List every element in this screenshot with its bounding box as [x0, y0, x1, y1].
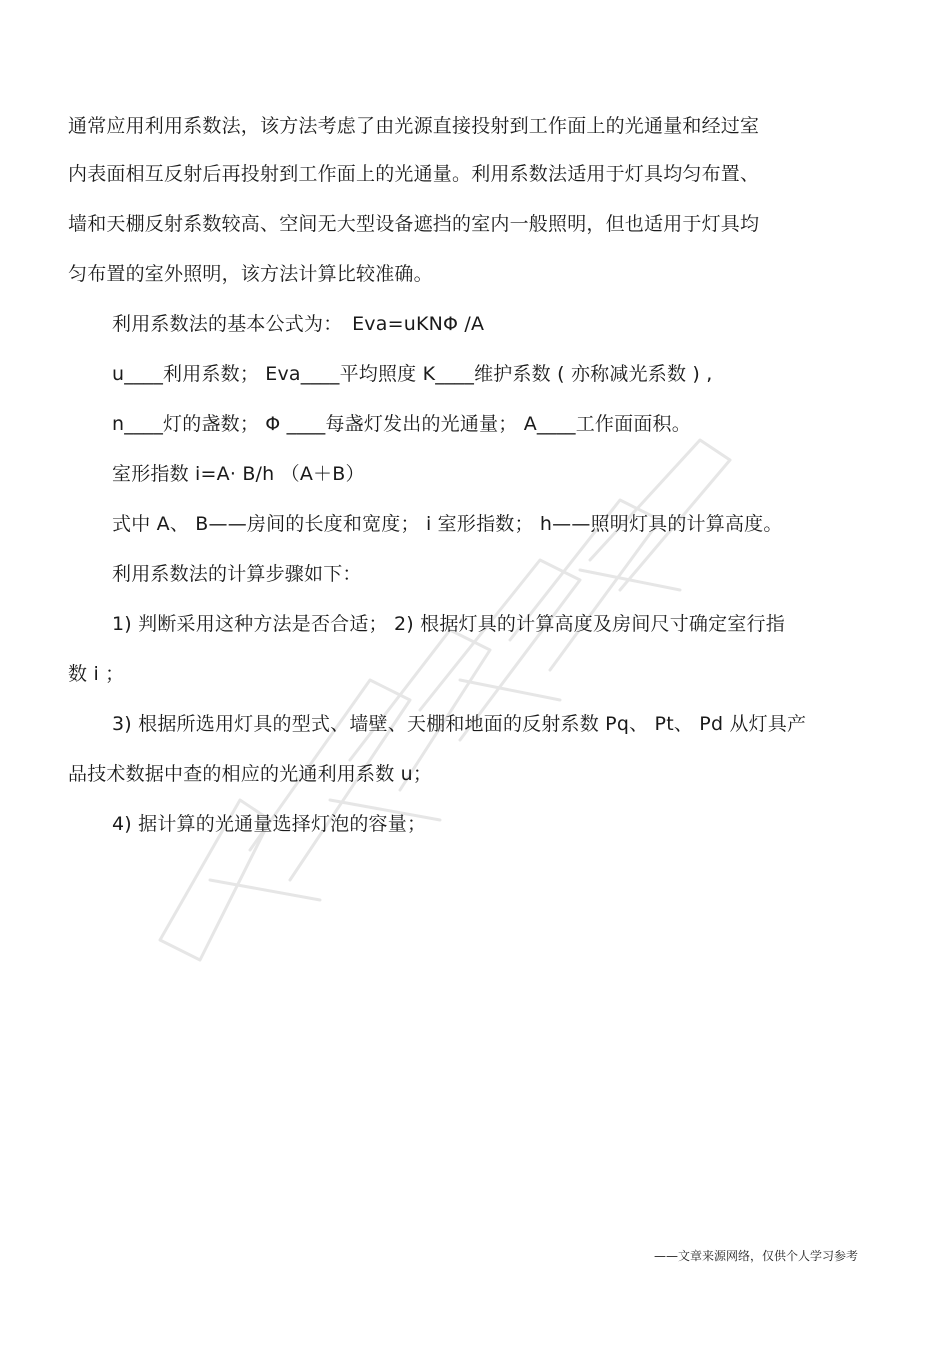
room-index-formula: 室形指数 i=A· B/h （A＋B） — [112, 463, 365, 485]
step-3: 3) 根据所选用灯具的型式、墙壁、天棚和地面的反射系数 Pq、 Pt、 Pd 从灯具产 — [112, 713, 807, 735]
step-2-continued: 数 i ； — [68, 663, 125, 685]
variable-definitions-2: n____灯的盏数； Φ ____每盏灯发出的光通量； A____工作面面积。 — [112, 413, 691, 435]
footer-source-note: ——文章来源网络，仅供个人学习参考 — [653, 1249, 858, 1263]
room-index-definitions: 式中 A、 B——房间的长度和宽度； i 室形指数； h——照明灯具的计算高度。 — [112, 513, 783, 535]
formula-line: 利用系数法的基本公式为： Eva=uKNΦ /A — [112, 313, 485, 335]
step-3-continued: 品技术数据中查的相应的光通利用系数 u； — [68, 763, 433, 785]
variable-definitions-1: u____利用系数； Eva____平均照度 K____维护系数 ( 亦称减光系数 ) , — [112, 363, 713, 385]
step-4: 4) 据计算的光通量选择灯泡的容量； — [112, 813, 427, 835]
body-line-3: 墙和天棚反射系数较高、空间无大型设备遮挡的室内一般照明，但也适用于灯具均 — [68, 213, 760, 235]
body-line-2: 内表面相互反射后再投射到工作面上的光通量。利用系数法适用于灯具均匀布置、 — [68, 163, 760, 185]
body-line-4: 匀布置的室外照明，该方法计算比较准确。 — [68, 263, 433, 285]
body-line-1: 通常应用利用系数法，该方法考虑了由光源直接投射到工作面上的光通量和经过室 — [68, 115, 760, 137]
step-1-2: 1) 判断采用这种方法是否合适； 2) 根据灯具的计算高度及房间尺寸确定室行指 — [112, 613, 785, 635]
steps-heading: 利用系数法的计算步骤如下： — [112, 563, 362, 585]
